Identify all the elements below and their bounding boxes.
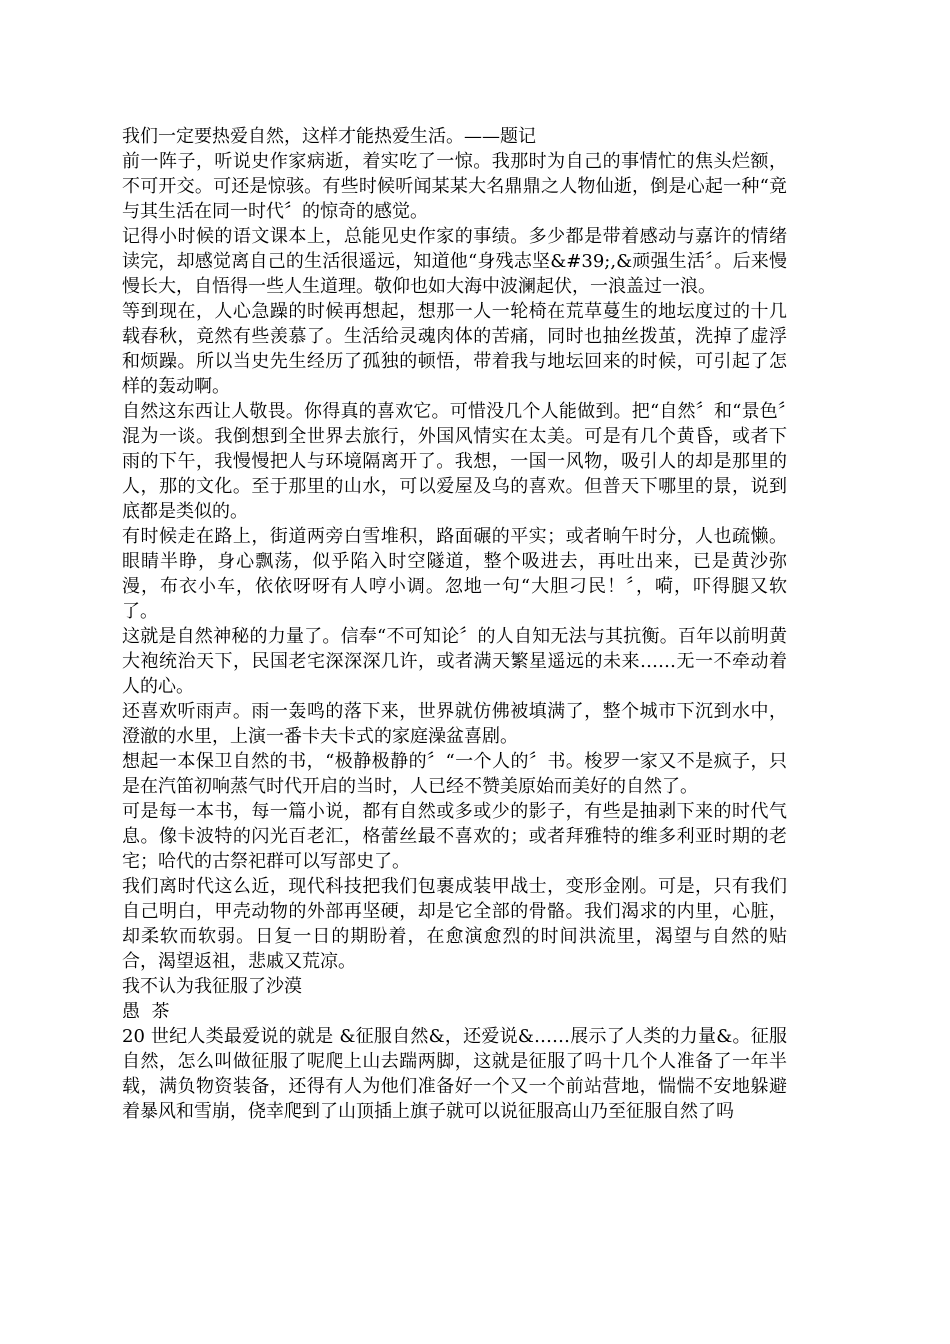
paragraph: 记得小时候的语文课本上，总能见史作家的事绩。多少都是带着感动与嘉许的情绪读完，却感觉离自己的生活很遥远，知道他“身残志坚&#39;,&顽强生活〞。后来慢慢长大，自悟得一些人生道理。敬仰也如大海中波澜起伏，一浪盖过一浪。 bbox=[122, 226, 787, 297]
paragraph: 可是每一本书，每一篇小说，都有自然或多或少的影子，有些是抽剥下来的时代气息。像卡波特的闪光百老汇，格蕾丝最不喜欢的；或者拜雅特的维多利亚时期的老宅；哈代的古祭祀群可以写部史了。 bbox=[122, 801, 787, 872]
paragraph: 等到现在，人心急躁的时候再想起，想那一人一轮椅在荒草蔓生的地坛度过的十几载春秋，竟然有些羡慕了。生活给灵魂肉体的苦痛，同时也抽丝拨茧，洗掉了虚浮和烦躁。所以当史先生经历了孤独的顿悟，带着我与地坛回来的时候，可引起了怎样的轰动啊。 bbox=[122, 301, 787, 397]
document-body bbox=[122, 124, 787, 1124]
author-name: 愚 茶 bbox=[122, 1001, 170, 1022]
paragraph: 20 世纪人类最爱说的就是 &征服自然&，还爱说&……展示了人类的力量&。征服自然，怎么叫做征服了呢爬上山去踹两脚，这就是征服了吗十几个人准备了一年半载，满负物资装备，还得有人为他们准备好一个又一个前站营地，惴惴不安地躲避着暴风和雪崩，侥幸爬到了山顶插上旗子就可以说征服高山乃至征服自然了吗 bbox=[122, 1026, 787, 1122]
paragraph: 这就是自然神秘的力量了。信奉“不可知论〞的人自知无法与其抗衡。百年以前明黄大袍统治天下，民国老宅深深深几许，或者满天繁星遥远的未来……无一不牵动着人的心。 bbox=[122, 626, 787, 697]
paragraph: 有时候走在路上，街道两旁白雪堆积，路面碾的平实；或者晌午时分，人也疏懒。眼睛半睁，身心飘荡，似乎陷入时空隧道，整个吸进去，再吐出来，已是黄沙弥漫，布衣小车，依依呀呀有人哼小调。忽地一句“大胆刁民！〞，嗬，吓得腿又软了。 bbox=[122, 526, 787, 622]
paragraph: 想起一本保卫自然的书，“极静极静的〞“一个人的〞书。梭罗一家又不是疯子，只是在汽笛初响蒸气时代开启的当时，人已经不赞美原始而美好的自然了。 bbox=[122, 751, 787, 797]
section-title: 我不认为我征服了沙漠 bbox=[122, 976, 302, 997]
paragraph: 我们离时代这么近，现代科技把我们包裹成装甲战士，变形金刚。可是，只有我们自己明白，甲壳动物的外部再坚硬，却是它全部的骨骼。我们渴求的内里，心脏，却柔软而软弱。日复一日的期盼着，在愈演愈烈的时间洪流里，渴望与自然的贴合，渴望返祖，悲戚又荒凉。 bbox=[122, 876, 787, 972]
paragraph: 前一阵子，听说史作家病逝，着实吃了一惊。我那时为自己的事情忙的焦头烂额，不可开交。可还是惊骇。有些时候听闻某某大名鼎鼎之人物仙逝，倒是心起一种“竟与其生活在同一时代〞的惊奇的感觉。 bbox=[122, 151, 787, 222]
epigraph: 我们一定要热爱自然，这样才能热爱生活。——题记 bbox=[122, 126, 536, 147]
paragraph: 自然这东西让人敬畏。你得真的喜欢它。可惜没几个人能做到。把“自然〞和“景色〞混为一谈。我倒想到全世界去旅行，外国风情实在太美。可是有几个黄昏，或者下雨的下午，我慢慢把人与环境隔离开了。我想，一国一风物，吸引人的却是那里的人，那的文化。至于那里的山水，可以爱屋及乌的喜欢。但普天下哪里的景，说到底都是类似的。 bbox=[122, 401, 787, 522]
paragraph: 还喜欢听雨声。雨一轰鸣的落下来，世界就仿佛被填满了，整个城市下沉到水中，澄澈的水里，上演一番卡夫卡式的家庭澡盆喜剧。 bbox=[122, 701, 787, 747]
